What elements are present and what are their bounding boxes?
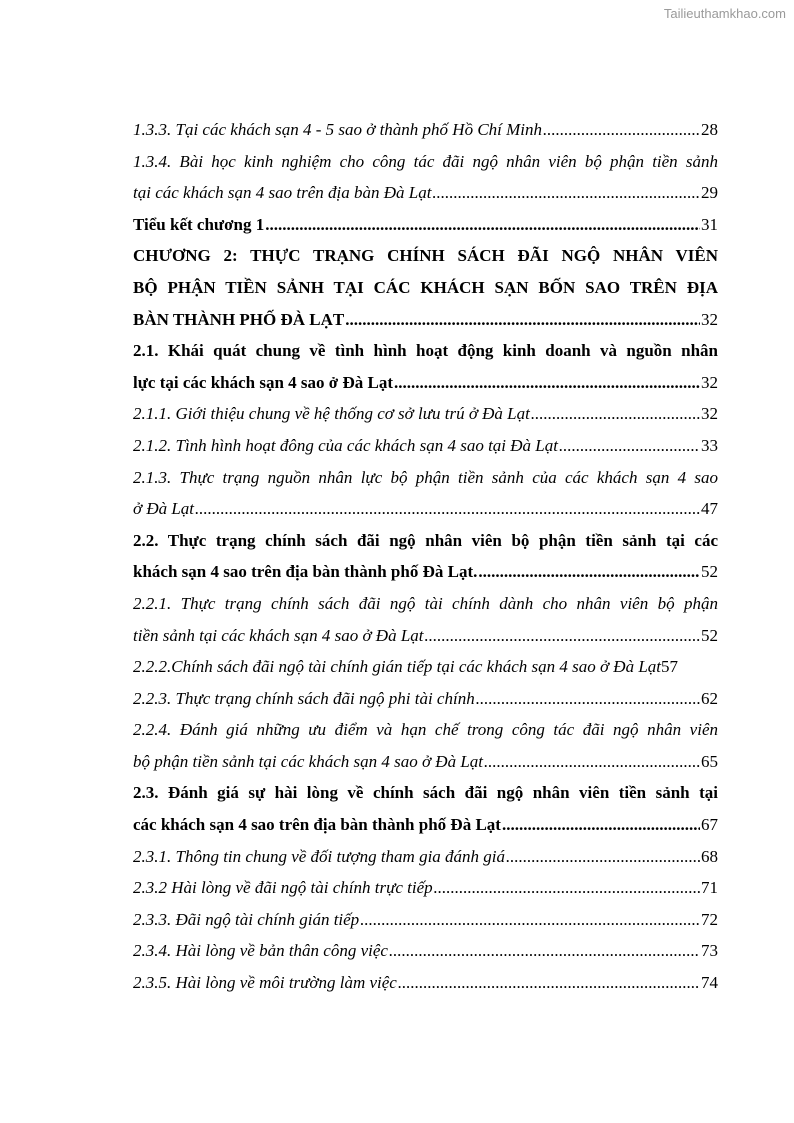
toc-entry[interactable] [133,935,718,967]
toc-entry-text: 2.2.1. Thực trạng chính sách đãi ngộ tài chính dành cho nhân viên bộ phận [133,593,718,613]
toc-entry-line [133,872,718,904]
toc-entry-text: 2.3.4. Hài lòng về bản thân công việc [133,941,388,961]
dot-leader [345,304,700,336]
toc-entry[interactable] [133,240,718,335]
toc-page-number: 74 [701,973,718,993]
toc-page-number: 67 [701,815,718,835]
toc-entry-text: 2.2. Thực trạng chính sách đãi ngộ nhân viên bộ phận tiền sảnh tại các [133,530,718,550]
toc-entry-line [133,398,718,430]
toc-entry-text: ở Đà Lạt [133,499,195,519]
toc-entry-text: khách sạn 4 sao trên địa bàn thành phố Đà Lạt. [133,562,478,582]
toc-entry-line [133,367,718,399]
toc-entry-text: 1.3.3. Tại các khách sạn 4 - 5 sao ở thành phố Hồ Chí Minh [133,120,543,139]
toc-entry[interactable] [133,872,718,904]
toc-entry-text: CHƯƠNG 2: THỰC TRẠNG CHÍNH SÁCH ĐÃI NGỘ NHÂN VIÊN [133,246,718,266]
toc-entry[interactable] [133,904,718,936]
table-of-contents [133,114,718,999]
toc-page-number: 52 [701,625,718,645]
toc-entry-line [133,841,718,873]
toc-entry[interactable] [133,651,718,683]
toc-entry-line [133,493,718,525]
dot-leader [394,367,700,399]
toc-entry-text: 2.3.5. Hài lòng về môi trường làm việc [133,973,397,993]
toc-entry-line [133,683,718,715]
toc-page-number: 47 [701,499,718,519]
toc-page-number: 65 [701,751,718,771]
toc-entry-text: 2.3.1. Thông tin chung về đối tượng tham gia đánh giá [133,846,506,866]
dot-leader [484,746,700,778]
toc-entry[interactable] [133,209,718,241]
toc-entry-text: 2.2.2.Chính sách đãi ngộ tài chính gián tiếp tại các khách sạn 4 sao ở Đà Lạt [133,657,662,677]
toc-entry-text: bộ phận tiền sảnh tại các khách sạn 4 sao ở Đà Lạt [133,751,483,771]
dot-leader [432,177,700,209]
toc-entry[interactable] [133,398,718,430]
toc-entry-line [133,209,718,241]
toc-page-number: 73 [701,941,718,961]
toc-entry-text: 2.1.3. Thực trạng nguồn nhân lực bộ phận tiền sảnh của các khách sạn 4 sao [133,467,718,487]
dot-leader [478,556,700,588]
toc-entry-text: 2.1. Khái quát chung về tình hình hoạt động kinh doanh và nguồn nhân [133,341,718,361]
dot-leader [360,904,700,936]
dot-leader [531,398,700,430]
toc-page-number: 33 [701,435,718,455]
toc-entry-text: 2.2.3. Thực trạng chính sách đãi ngộ phi tài chính [133,688,475,708]
toc-entry[interactable] [133,841,718,873]
dot-leader [434,872,700,904]
toc-entry-text: 2.2.4. Đánh giá những ưu điểm và hạn chế trong công tác đãi ngộ nhân viên [133,720,718,740]
toc-entry-text: 2.1.1. Giới thiệu chung về hệ thống cơ sở lưu trú ở Đà Lạt [133,404,530,424]
toc-entry[interactable] [133,430,718,462]
toc-entry[interactable] [133,462,718,525]
toc-page-number: 32 [701,309,718,329]
toc-page-number: 62 [701,688,718,708]
dot-leader [398,967,700,999]
toc-entry-line [133,177,718,209]
toc-entry[interactable] [133,777,718,840]
toc-page-number: 68 [701,846,718,866]
toc-page-number: 71 [701,878,718,898]
toc-entry[interactable] [133,146,718,209]
toc-entry-text: 2.1.2. Tình hình hoạt đông của các khách sạn 4 sao tại Đà Lạt [133,435,558,455]
dot-leader [506,841,700,873]
toc-entry-line [133,904,718,936]
toc-entry-line [133,114,718,146]
toc-page-number: 32 [701,404,718,424]
dot-leader [476,683,700,715]
toc-entry-text: 2.3. Đánh giá sự hài lòng về chính sách đãi ngộ nhân viên tiền sảnh tại [133,783,718,803]
dot-leader [389,935,700,967]
toc-entry-line [133,620,718,652]
toc-entry-text: 2.3.2 Hài lòng về đãi ngộ tài chính trực tiếp [133,878,433,898]
dot-leader [425,620,701,652]
toc-page-number: 28 [701,120,718,139]
dot-leader [543,114,700,146]
toc-page-number: 31 [701,214,718,234]
toc-entry-text: Tiểu kết chương 1 [133,214,265,234]
toc-entry[interactable] [133,683,718,715]
toc-entry-line [133,935,718,967]
toc-page-number: 57 [661,657,679,677]
toc-entry-line [133,746,718,778]
toc-entry[interactable] [133,335,718,398]
toc-entry-text: lực tại các khách sạn 4 sao ở Đà Lạt [133,372,393,392]
toc-entry-line [133,967,718,999]
toc-entry-line [133,809,718,841]
toc-entry-line [133,304,718,336]
dot-leader [559,430,700,462]
toc-entry[interactable] [133,114,718,146]
toc-entry-text: BÀN THÀNH PHỐ ĐÀ LẠT [133,309,345,329]
toc-entry-line [133,556,718,588]
toc-entry-text: tại các khách sạn 4 sao trên địa bàn Đà Lạt [133,183,432,203]
toc-entry-line [133,651,718,683]
toc-page-number: 32 [701,372,718,392]
toc-page-number: 29 [701,183,718,203]
toc-entry[interactable] [133,525,718,588]
toc-entry-line [133,430,718,462]
toc-entry[interactable] [133,714,718,777]
toc-entry-text: các khách sạn 4 sao trên địa bàn thành phố Đà Lạt [133,815,501,835]
toc-entry-text: 1.3.4. Bài học kinh nghiệm cho công tác đãi ngộ nhân viên bộ phận tiền sảnh [133,151,718,171]
dot-leader [195,493,700,525]
watermark: Tailieuthamkhao.com [663,6,786,21]
toc-page-number: 72 [701,909,718,929]
toc-entry[interactable] [133,588,718,651]
toc-page-number: 52 [701,562,718,582]
toc-entry-text: tiền sảnh tại các khách sạn 4 sao ở Đà Lạt [133,625,424,645]
dot-leader [502,809,700,841]
dot-leader [265,209,700,241]
toc-entry-text: BỘ PHẬN TIỀN SẢNH TẠI CÁC KHÁCH SẠN BỐN SAO TRÊN ĐỊA [133,277,718,297]
toc-entry[interactable] [133,967,718,999]
toc-entry-text: 2.3.3. Đãi ngộ tài chính gián tiếp [133,909,360,929]
